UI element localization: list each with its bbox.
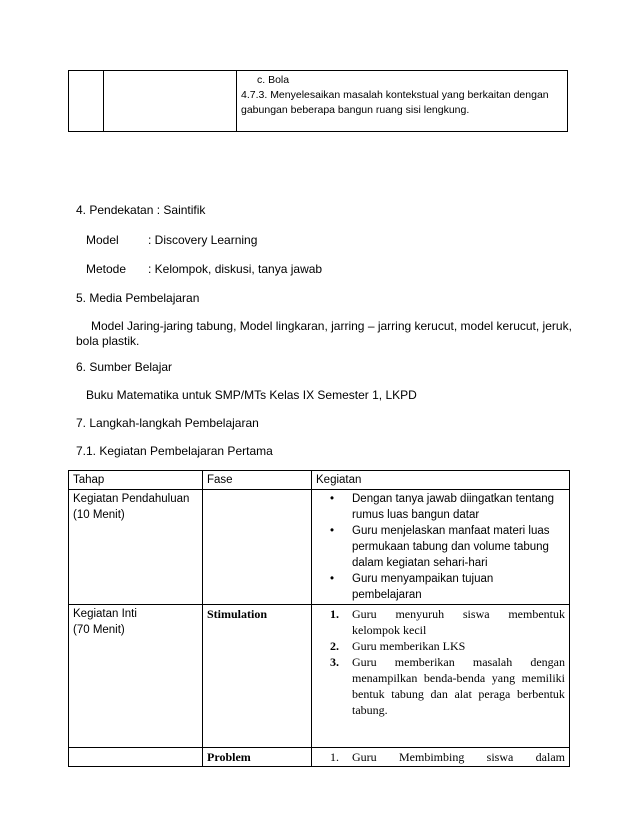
- metode-label: Metode: [86, 262, 127, 276]
- header-cell: Kegiatan: [312, 471, 570, 490]
- metode-line: [86, 262, 322, 276]
- bullet-icon: •: [330, 573, 335, 585]
- tahap-cell: [69, 490, 203, 605]
- fase-cell: [203, 605, 312, 748]
- indicator-cell: [237, 71, 568, 132]
- tahap-duration: (10 Menit): [73, 509, 125, 521]
- bullet-icon: •: [330, 525, 335, 537]
- indicator-line: c. Bola: [257, 74, 290, 86]
- fase-cell: [203, 490, 312, 605]
- header-cell: Tahap: [69, 471, 203, 490]
- numbered-list: [316, 749, 565, 765]
- kegiatan-table: [68, 470, 570, 767]
- list-item: 1. Guru Membimbing siswa dalam: [330, 750, 565, 764]
- table-row: [69, 748, 570, 767]
- list-item: 3. Guru memberikan masalah dengan menampilkan benda-benda yang memiliki bentuk tabung dan alat peraga berbentuk tabung.: [330, 655, 565, 717]
- tahap-cell: [69, 748, 203, 767]
- empty-cell: [104, 71, 237, 132]
- indicator-line: 4.7.3. Menyelesaikan masalah kontekstual yang berkaitan dengan: [241, 89, 549, 101]
- fase-name: Problem: [207, 750, 251, 764]
- list-item: • Guru menyampaikan tujuan pembelajaran: [330, 573, 494, 601]
- fase-name: Stimulation: [207, 607, 268, 621]
- sumber-text: Buku Matematika untuk SMP/MTs Kelas IX Semester 1, LKPD: [86, 388, 417, 402]
- top-table: [68, 70, 568, 132]
- bullet-list: [316, 491, 565, 603]
- numbered-list: [316, 606, 565, 718]
- pendekatan-line: 4. Pendekatan : Saintifik: [76, 203, 206, 217]
- table-row: [69, 71, 568, 132]
- metode-value: : Kelompok, diskusi, tanya jawab: [148, 262, 323, 276]
- model-label: Model: [86, 233, 119, 247]
- list-item: • Guru menjelaskan manfaat materi luas permukaan tabung dan volume tabung dalam kegiatan sehari-hari: [330, 525, 550, 569]
- list-item: 2. Guru memberikan LKS: [330, 639, 466, 653]
- model-line: [86, 233, 257, 247]
- langkah-heading: 7. Langkah-langkah Pembelajaran: [76, 416, 259, 430]
- tahap-cell: [69, 605, 203, 748]
- sumber-heading: 6. Sumber Belajar: [76, 360, 173, 374]
- media-text-line: bola plastik.: [76, 334, 140, 348]
- empty-cell: [69, 71, 104, 132]
- fase-cell: [203, 748, 312, 767]
- tahap-name: Kegiatan Pendahuluan: [73, 493, 190, 505]
- kegiatan-cell: [312, 490, 570, 605]
- kegiatan-cell: [312, 748, 570, 767]
- media-heading: 5. Media Pembelajaran: [76, 291, 200, 305]
- media-text-line: Model Jaring-jaring tabung, Model lingkaran, jarring – jarring kerucut, model kerucut, jeruk,: [91, 319, 572, 333]
- list-item: 1. Guru menyuruh siswa membentuk kelompok kecil: [330, 607, 565, 637]
- kegiatan-heading: 7.1. Kegiatan Pembelajaran Pertama: [76, 444, 273, 458]
- list-item: • Dengan tanya jawab diingatkan tentang rumus luas bangun datar: [330, 493, 555, 521]
- tahap-name: Kegiatan Inti: [73, 608, 137, 620]
- table-header-row: [69, 471, 570, 490]
- indicator-line: gabungan beberapa bangun ruang sisi lengkung.: [241, 104, 470, 116]
- tahap-duration: (70 Menit): [73, 624, 125, 636]
- header-cell: Fase: [203, 471, 312, 490]
- model-value: : Discovery Learning: [148, 233, 258, 247]
- table-row: [69, 605, 570, 748]
- bullet-icon: •: [330, 493, 335, 505]
- table-row: [69, 490, 570, 605]
- kegiatan-cell: [312, 605, 570, 748]
